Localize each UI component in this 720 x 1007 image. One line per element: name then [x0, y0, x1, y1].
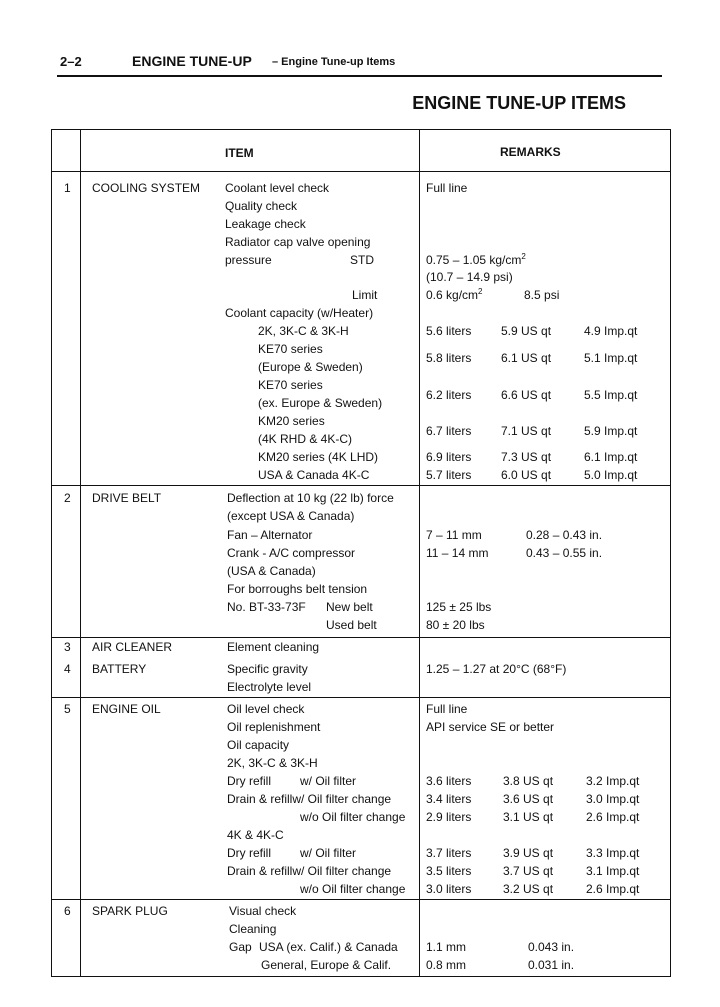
item-text: KE70 series: [258, 342, 323, 356]
row-number: 2: [64, 491, 71, 505]
capacity-usqt: 6.1 US qt: [501, 351, 552, 365]
item-text: KE70 series: [258, 378, 323, 392]
item-text: w/o Oil filter change: [300, 882, 406, 896]
item-text: Drain & refillw/ Oil filter change: [227, 792, 392, 806]
col-header-item: ITEM: [225, 146, 254, 160]
remark-text: 125 ± 25 lbs: [426, 600, 492, 614]
row-number: 6: [64, 904, 71, 918]
row-separator: [51, 637, 671, 638]
remark-text: 0.8 mm: [426, 958, 467, 972]
oil-usqt: 3.8 US qt: [503, 774, 554, 788]
capacity-liters: 5.8 liters: [426, 351, 472, 365]
capacity-usqt: 6.0 US qt: [501, 468, 552, 482]
item-text: KM20 series: [258, 414, 325, 428]
capacity-usqt: 6.6 US qt: [501, 388, 552, 402]
table-header-border: [51, 171, 671, 172]
row-number: 1: [64, 181, 71, 195]
item-text: Coolant capacity (w/Heater): [225, 306, 374, 320]
capacity-liters: 6.7 liters: [426, 424, 472, 438]
item-text: Dry refill: [227, 774, 271, 788]
item-text: Fan – Alternator: [227, 528, 313, 542]
item-text: w/ Oil filter: [300, 846, 357, 860]
item-text: For borroughs belt tension: [227, 582, 368, 596]
item-text: Element cleaning: [227, 640, 320, 654]
item-text: pressure: [225, 253, 272, 267]
item-text: Limit: [352, 288, 378, 302]
item-text: USA (ex. Calif.) & Canada: [259, 940, 398, 954]
col-header-remarks: REMARKS: [500, 145, 561, 159]
header-rule: [57, 75, 662, 77]
capacity-impqt: 5.1 Imp.qt: [584, 351, 638, 365]
category-engine-oil: ENGINE OIL: [92, 702, 161, 716]
capacity-liters: 5.7 liters: [426, 468, 472, 482]
item-text: w/o Oil filter change: [300, 810, 406, 824]
item-text: Oil level check: [227, 702, 305, 716]
remark-text: 0.6 $kg/cm^2$: [426, 287, 483, 302]
capacity-liters: 5.6 liters: [426, 324, 472, 338]
item-text: Leakage check: [225, 217, 306, 231]
remark-text: 0.75 – 1.05 $kg/cm^2$: [426, 252, 526, 267]
remark-text: 0.031 in.: [528, 958, 575, 972]
oil-liters: 3.7 liters: [426, 846, 472, 860]
item-text: Crank - A/C compressor: [227, 546, 356, 560]
item-text: (except USA & Canada): [227, 509, 355, 523]
table-left-border: [51, 129, 52, 977]
item-text: Specific gravity: [227, 662, 308, 676]
oil-impqt: 3.1 Imp.qt: [586, 864, 640, 878]
item-text: (4K RHD & 4K-C): [258, 432, 353, 446]
oil-usqt: 3.2 US qt: [503, 882, 554, 896]
item-text: Cleaning: [229, 922, 277, 936]
oil-usqt: 3.6 US qt: [503, 792, 554, 806]
remark-text: 1.1 mm: [426, 940, 467, 954]
capacity-impqt: 4.9 Imp.qt: [584, 324, 638, 338]
oil-impqt: 3.3 Imp.qt: [586, 846, 640, 860]
item-text: No. BT-33-73F: [227, 600, 306, 614]
page-number: 2–2: [60, 54, 82, 69]
oil-impqt: 3.2 Imp.qt: [586, 774, 640, 788]
row-separator: [51, 697, 671, 698]
oil-usqt: 3.9 US qt: [503, 846, 554, 860]
item-text: Electrolyte level: [227, 680, 312, 694]
remark-text: API service SE or better: [426, 720, 555, 734]
category-spark-plug: SPARK PLUG: [92, 904, 168, 918]
row-number: 4: [64, 662, 71, 676]
remark-text: Full line: [426, 702, 468, 716]
table-top-border: [51, 129, 671, 130]
remark-text: 80 ± 20 lbs: [426, 618, 485, 632]
item-text: General, Europe & Calif.: [261, 958, 392, 972]
oil-liters: 3.6 liters: [426, 774, 472, 788]
col-divider-remarks: [419, 129, 420, 977]
oil-liters: 3.4 liters: [426, 792, 472, 806]
capacity-impqt: 5.0 Imp.qt: [584, 468, 638, 482]
item-text: (ex. Europe & Sweden): [258, 396, 383, 410]
capacity-impqt: 5.9 Imp.qt: [584, 424, 638, 438]
item-text: 2K, 3K-C & 3K-H: [258, 324, 349, 338]
remark-text: (10.7 – 14.9 psi): [426, 270, 513, 284]
remark-text: 0.28 – 0.43 in.: [526, 528, 603, 542]
remark-text: 1.25 – 1.27 at 20°C (68°F): [426, 662, 567, 676]
item-text: Used belt: [326, 618, 377, 632]
category-battery: BATTERY: [92, 662, 147, 676]
remark-text: 7 – 11 mm: [426, 528, 482, 542]
item-text: Oil replenishment: [227, 720, 321, 734]
item-text: Oil capacity: [227, 738, 290, 752]
item-text: Drain & refillw/ Oil filter change: [227, 864, 392, 878]
row-separator: [51, 485, 671, 486]
item-text: Dry refill: [227, 846, 271, 860]
capacity-usqt: 7.3 US qt: [501, 450, 552, 464]
oil-usqt: 3.7 US qt: [503, 864, 554, 878]
item-text: Deflection at 10 kg (22 lb) force: [227, 491, 394, 505]
table-bottom-border: [51, 976, 671, 977]
item-text: 4K & 4K-C: [227, 828, 284, 842]
remark-text: 0.043 in.: [528, 940, 575, 954]
oil-liters: 2.9 liters: [426, 810, 472, 824]
capacity-impqt: 5.5 Imp.qt: [584, 388, 638, 402]
oil-liters: 3.0 liters: [426, 882, 472, 896]
oil-liters: 3.5 liters: [426, 864, 472, 878]
capacity-usqt: 7.1 US qt: [501, 424, 552, 438]
item-text: (USA & Canada): [227, 564, 316, 578]
item-text: New belt: [326, 600, 373, 614]
category-air-cleaner: AIR CLEANER: [92, 640, 173, 654]
capacity-impqt: 6.1 Imp.qt: [584, 450, 638, 464]
item-text: (Europe & Sweden): [258, 360, 363, 374]
oil-usqt: 3.1 US qt: [503, 810, 554, 824]
category-drive-belt: DRIVE BELT: [92, 491, 162, 505]
item-text: KM20 series (4K LHD): [258, 450, 379, 464]
capacity-liters: 6.9 liters: [426, 450, 472, 464]
remark-text: 8.5 psi: [524, 288, 560, 302]
table-right-border: [670, 129, 671, 977]
row-number: 5: [64, 702, 71, 716]
item-text: STD: [350, 253, 374, 267]
item-text: USA & Canada 4K-C: [258, 468, 370, 482]
section-subtitle: – Engine Tune-up Items: [272, 56, 396, 68]
category-cooling: COOLING SYSTEM: [92, 181, 201, 195]
remark-text: Full line: [426, 181, 468, 195]
item-text: 2K, 3K-C & 3K-H: [227, 756, 318, 770]
capacity-liters: 6.2 liters: [426, 388, 472, 402]
page-title: ENGINE TUNE-UP ITEMS: [412, 93, 626, 113]
item-text: Gap: [229, 940, 252, 954]
oil-impqt: 3.0 Imp.qt: [586, 792, 640, 806]
remark-text: 11 – 14 mm: [426, 546, 489, 560]
capacity-usqt: 5.9 US qt: [501, 324, 552, 338]
col-divider-number: [80, 129, 81, 977]
item-text: Quality check: [225, 199, 298, 213]
oil-impqt: 2.6 Imp.qt: [586, 810, 640, 824]
row-separator: [51, 899, 671, 900]
remark-text: 0.43 – 0.55 in.: [526, 546, 603, 560]
item-text: Visual check: [229, 904, 297, 918]
item-text: Coolant level check: [225, 181, 330, 195]
row-number: 3: [64, 640, 71, 654]
section-title: ENGINE TUNE-UP: [132, 53, 252, 69]
oil-impqt: 2.6 Imp.qt: [586, 882, 640, 896]
item-text: w/ Oil filter: [300, 774, 357, 788]
item-text: Radiator cap valve opening: [225, 235, 371, 249]
